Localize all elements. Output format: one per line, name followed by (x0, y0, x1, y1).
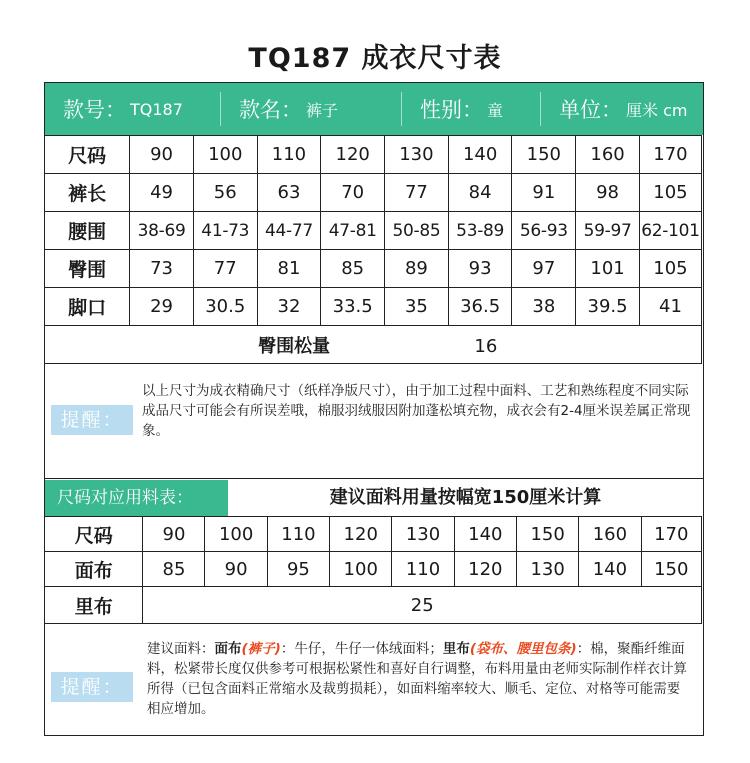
table-cell: 38 (512, 288, 576, 326)
ease-row (45, 326, 702, 364)
table-cell: 110 (267, 517, 329, 552)
style-name (221, 83, 401, 135)
row-header: 面布 (45, 552, 143, 587)
table-cell: 130 (392, 517, 454, 552)
fabric-advice-label: 建议面料： (147, 641, 215, 657)
row-header: 尺码 (45, 517, 143, 552)
table-cell: 30.5 (193, 288, 257, 326)
reminder-text: 以上尺寸为成衣精确尺寸（纸样净版尺寸），由于加工过程中面料、工艺和熟练程度不同实际成品尺寸可能会有所误差哦，棉服羽绒服因附加蓬松填充物，成衣会有2-4厘米误差属正常现象。 (142, 383, 691, 439)
table-cell: 50-85 (385, 212, 449, 250)
table-cell: 49 (130, 174, 194, 212)
style-no (45, 83, 220, 135)
table-cell: 85 (143, 552, 205, 587)
table-cell: 39.5 (576, 288, 640, 326)
reminder-box-1 (45, 365, 703, 479)
table-cell: 56 (193, 174, 257, 212)
table-row (45, 212, 702, 250)
table-cell: 33.5 (321, 288, 385, 326)
table-cell: 73 (130, 250, 194, 288)
row-header: 腰围 (45, 212, 130, 250)
lining-fabric-note: (袋布、腰里包条) (469, 641, 577, 657)
table-cell: 84 (448, 174, 512, 212)
style-no-value: TQ187 (130, 99, 183, 119)
page-title: TQ187 成衣尺寸表 (248, 43, 502, 74)
table-cell: 63 (257, 174, 321, 212)
gender-label: 性别： (420, 98, 483, 122)
table-cell: 90 (143, 517, 205, 552)
table-cell: 160 (576, 136, 640, 174)
unit-label: 单位： (559, 98, 622, 122)
table-cell: 150 (516, 517, 578, 552)
row-header: 脚口 (45, 288, 130, 326)
table-cell: 59-97 (576, 212, 640, 250)
table-cell: 35 (385, 288, 449, 326)
table-cell: 93 (448, 250, 512, 288)
fabric-section-label: 尺码对应用料表： (45, 480, 228, 516)
table-cell: 170 (641, 517, 701, 552)
ease-value: 16 (474, 335, 498, 357)
table-row (45, 174, 702, 212)
table-cell: 38-69 (130, 212, 194, 250)
table-cell: 170 (639, 136, 701, 174)
table-cell: 100 (193, 136, 257, 174)
reminder-text-2 (147, 639, 693, 719)
lining-fabric-label: 里布 (442, 641, 470, 657)
table-cell: 105 (639, 250, 701, 288)
table-cell: 100 (330, 552, 392, 587)
table-cell: 120 (330, 517, 392, 552)
table-cell: 105 (639, 174, 701, 212)
table-cell: 100 (205, 517, 267, 552)
style-no-label: 款号： (63, 98, 126, 122)
table-cell: 77 (385, 174, 449, 212)
table-cell: 130 (516, 552, 578, 587)
table-cell: 77 (193, 250, 257, 288)
lining-label: 里布 (45, 587, 143, 624)
info-header (45, 83, 703, 135)
lining-value: 25 (143, 587, 702, 624)
size-sheet (44, 82, 704, 736)
table-row (45, 552, 702, 587)
unit-value: 厘米 cm (626, 100, 688, 120)
table-cell: 120 (454, 552, 516, 587)
style-name-label: 款名： (239, 98, 302, 122)
table-row (45, 250, 702, 288)
gender-value: 童 (487, 100, 504, 120)
table-cell: 47-81 (321, 212, 385, 250)
table-cell: 130 (385, 136, 449, 174)
row-header: 裤长 (45, 174, 130, 212)
reminder-badge: 提醒： (51, 672, 133, 702)
style-name-value: 裤子 (306, 100, 339, 120)
fabric-table (44, 516, 702, 624)
table-cell: 150 (641, 552, 701, 587)
table-cell: 91 (512, 174, 576, 212)
row-header: 臀围 (45, 250, 130, 288)
table-cell: 32 (257, 288, 321, 326)
table-cell: 160 (579, 517, 641, 552)
table-cell: 90 (130, 136, 194, 174)
table-cell: 140 (448, 136, 512, 174)
ease-label: 臀围松量 (258, 335, 331, 357)
lining-fabric-text: ：棉，聚酯纤维面料，松紧带长度仅供参考可根据松紧性和喜好自行调整，布料用量由老师实际制作样衣计算所得（已包含面料正常缩水及裁剪损耗），如面料缩率较大、顺毛、定位、对格等可能需要相应增加。 (147, 641, 687, 717)
outer-fabric-text: ：牛仔，牛仔一体绒面料； (280, 641, 443, 657)
table-cell: 97 (512, 250, 576, 288)
table-cell: 41-73 (193, 212, 257, 250)
table-cell: 90 (205, 552, 267, 587)
fabric-section-header (45, 480, 703, 516)
table-cell: 110 (392, 552, 454, 587)
table-cell: 36.5 (448, 288, 512, 326)
table-cell: 120 (321, 136, 385, 174)
outer-fabric-note: (裤子) (241, 641, 281, 657)
table-row (45, 288, 702, 326)
table-cell: 140 (454, 517, 516, 552)
table-cell: 81 (257, 250, 321, 288)
table-cell: 110 (257, 136, 321, 174)
table-cell: 56-93 (512, 212, 576, 250)
row-header: 尺码 (45, 136, 130, 174)
table-cell: 140 (579, 552, 641, 587)
size-table (44, 135, 702, 364)
table-cell: 98 (576, 174, 640, 212)
fabric-recommendation: 建议面料用量按幅宽150厘米计算 (329, 487, 602, 508)
table-cell: 41 (639, 288, 701, 326)
table-cell: 85 (321, 250, 385, 288)
reminder-badge: 提醒： (51, 405, 133, 435)
table-cell: 53-89 (448, 212, 512, 250)
outer-fabric-label: 面布 (214, 641, 242, 657)
table-cell: 101 (576, 250, 640, 288)
table-cell: 70 (321, 174, 385, 212)
table-cell: 89 (385, 250, 449, 288)
table-cell: 150 (512, 136, 576, 174)
table-cell: 95 (267, 552, 329, 587)
table-cell: 29 (130, 288, 194, 326)
table-row (45, 136, 702, 174)
table-row (45, 517, 702, 552)
table-cell: 44-77 (257, 212, 321, 250)
table-cell: 62-101 (639, 212, 701, 250)
gender (402, 83, 540, 135)
unit (541, 83, 701, 135)
reminder-box-2 (45, 627, 703, 735)
